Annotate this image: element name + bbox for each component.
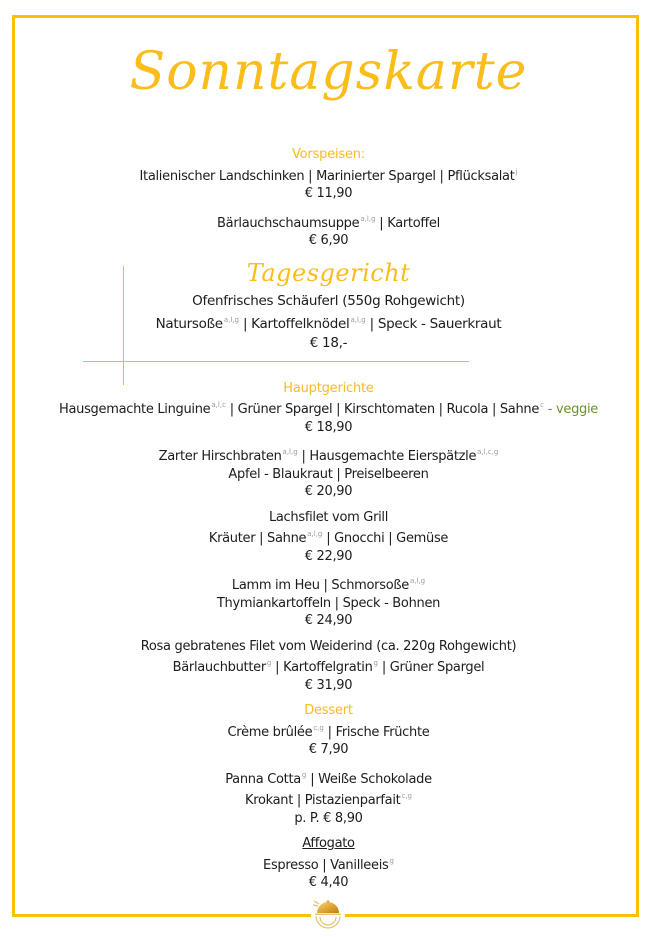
section-vorspeisen: [0, 146, 657, 250]
dish-text: Italienischer Landschinken | Marinierter Spargel | Pflücksalat: [139, 168, 515, 184]
dish-description: [0, 767, 657, 789]
dish-text: | Speck - Sauerkraut: [365, 315, 502, 332]
allergen-codes: a,l,c,g: [477, 448, 499, 456]
dish-landschinken: [0, 164, 657, 203]
menu-content: [0, 146, 657, 900]
dish-baerlauchsuppe: [0, 211, 657, 250]
dish-description: [0, 397, 657, 419]
section-heading-dessert: Dessert: [304, 703, 353, 718]
dish-text: | Grüner Spargel: [377, 660, 485, 675]
dish-description: [0, 573, 657, 595]
allergen-codes: a,l,g: [409, 577, 426, 585]
dish-text: | Frische Früchte: [323, 724, 430, 740]
dish-text: | Weiße Schokolade: [306, 771, 432, 787]
allergen-codes: g: [373, 659, 378, 667]
dish-price: € 11,90: [304, 186, 353, 201]
dish-text: Lamm im Heu | Schmorsoße: [231, 578, 409, 593]
allergen-codes: g: [266, 659, 272, 667]
dish-text: Bärlauchbutter: [172, 660, 266, 675]
dish-price: € 18,90: [304, 419, 353, 435]
dish-description: [0, 853, 657, 875]
section-heading-tagesgericht: Tagesgericht: [246, 258, 411, 287]
section-dessert: [0, 702, 657, 892]
dish-title: Ofenfrisches Schäuferl (550g Rohgewicht): [192, 292, 465, 309]
section-heading-hauptgerichte: Hauptgerichte: [283, 380, 374, 396]
dish-price: € 7,90: [308, 742, 349, 757]
allergen-codes: a,l,g: [282, 448, 298, 456]
dish-price: € 22,90: [304, 548, 353, 564]
dish-sides: Apfel - Blaukraut | Preiselbeeren: [228, 466, 429, 482]
allergen-codes: g: [301, 770, 307, 779]
dish-price: € 31,90: [304, 677, 353, 693]
dish-price: p. P. € 8,90: [294, 810, 363, 826]
dish-description: [0, 211, 657, 233]
dish-text: Crème brûlée: [227, 724, 313, 740]
dish-description: [0, 526, 657, 548]
dish-schaeuferl: [0, 292, 657, 353]
dish-text: | Kartoffelknödel: [238, 315, 350, 332]
allergen-codes: a,l,g: [360, 214, 376, 223]
dish-linguine: [0, 397, 657, 436]
dish-text: | Kartoffel: [375, 215, 440, 231]
allergen-codes: a,l,g: [350, 315, 366, 324]
allergen-codes: g: [389, 856, 394, 865]
dish-price: € 18,-: [309, 334, 348, 351]
dish-sides: [0, 788, 657, 810]
allergen-codes: j: [515, 167, 518, 176]
allergen-codes: a,l,g: [307, 530, 323, 538]
dish-title: Rosa gebratenes Filet vom Weiderind (ca. 220g Rohgewicht): [140, 638, 517, 654]
dish-sides: Thymiankartoffeln | Speck - Bohnen: [216, 595, 441, 611]
dish-text: Krokant | Pistazienparfait: [244, 793, 401, 808]
dish-price: € 24,90: [304, 613, 353, 628]
dish-description: [0, 311, 657, 334]
allergen-codes: a,l,c: [211, 401, 226, 409]
dish-price: € 4,40: [308, 875, 349, 890]
dish-panna-cotta: [0, 767, 657, 828]
dish-text: Natursoße: [155, 315, 223, 332]
dish-text: Espresso | Vanilleeis: [263, 857, 389, 873]
dish-description: [0, 720, 657, 742]
dish-lachsfilet: [0, 509, 657, 566]
dish-text: Kräuter | Sahne: [208, 531, 307, 546]
dish-text: | Hausgemachte Eierspätzle: [297, 449, 477, 464]
dish-text: | Gnocchi | Gemüse: [322, 531, 449, 546]
dish-text: Zarter Hirschbraten: [158, 449, 282, 464]
allergen-codes: a,l,g: [223, 315, 239, 324]
dish-text: Panna Cotta: [225, 771, 301, 787]
section-hauptgerichte: [0, 380, 657, 695]
dish-creme-brulee: [0, 720, 657, 759]
allergen-codes: c,g: [313, 723, 324, 732]
menu-title: Sonntagskarte: [129, 42, 528, 102]
section-heading-vorspeisen: Vorspeisen:: [291, 147, 365, 162]
dish-text: | Grüner Spargel | Kirschtomaten | Rucola | Sahne: [225, 402, 540, 417]
dish-lamm: [0, 573, 657, 630]
veggie-label: - veggie: [543, 402, 598, 417]
dish-title: Lachsfilet vom Grill: [268, 509, 389, 525]
dish-description: [0, 655, 657, 677]
section-tagesgericht: [0, 256, 657, 353]
dish-title: Affogato: [302, 836, 355, 851]
dish-price: € 6,90: [308, 233, 349, 248]
dish-price: € 20,90: [304, 484, 353, 499]
dish-hirschbraten: [0, 444, 657, 501]
dish-text: Hausgemachte Linguine: [59, 402, 211, 417]
dish-text: | Kartoffelgratin: [271, 660, 373, 675]
dish-description: [0, 164, 657, 186]
dish-text: Bärlauchschaumsuppe: [217, 215, 360, 231]
allergen-codes: c: [540, 401, 544, 409]
dish-weiderind: [0, 638, 657, 695]
dish-affogato: [0, 835, 657, 892]
dish-description: [0, 444, 657, 466]
allergen-codes: c,g: [401, 792, 412, 800]
cloche-plate-icon: [311, 893, 345, 933]
